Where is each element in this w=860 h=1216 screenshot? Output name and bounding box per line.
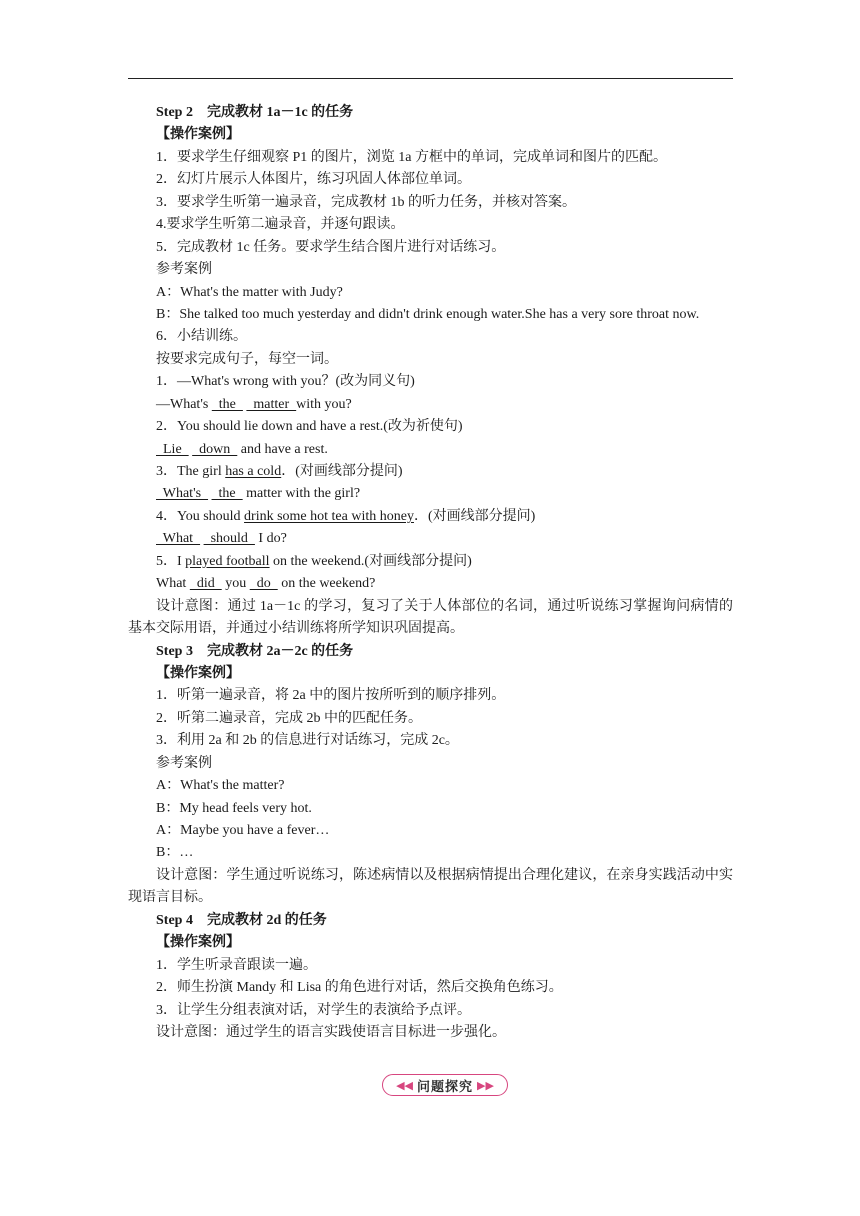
answer-blank: the: [211, 396, 243, 412]
question-text: 4．You should: [156, 508, 245, 524]
step2-intent: 设计意图：通过 1a－1c 的学习，复习了关于人体部位的名词，通过听说练习掌握询问病情的基本交际用语，并通过小结训练将所学知识巩固提高。: [128, 598, 733, 637]
answer-text: —What's: [156, 396, 212, 412]
answer-text: What: [156, 576, 190, 592]
header-rule: [128, 78, 733, 79]
answer-blank: matter: [246, 396, 297, 412]
answer-text: and have a rest.: [237, 441, 328, 457]
double-left-arrow-icon: ◀◀: [396, 1078, 413, 1092]
underlined-phrase: drink some hot tea with honey: [244, 508, 414, 524]
exercise-a4: [128, 528, 733, 550]
step2-item: 4.要求学生听第二遍录音，并逐句跟读。: [156, 217, 405, 233]
step4-item: 1．学生听录音跟读一遍。: [156, 957, 317, 973]
step2-item: 1．要求学生仔细观察 P1 的图片，浏览 1a 方框中的单词，完成单词和图片的匹配。: [156, 149, 667, 165]
answer-text: with you?: [296, 396, 352, 412]
step2-title: Step 2 完成教材 1a－1c 的任务: [156, 105, 354, 120]
step4-item: 2．师生扮演 Mandy 和 Lisa 的角色进行对话，然后交换角色练习。: [156, 980, 563, 996]
step3-dialog-line: A：What's the matter?: [156, 778, 285, 794]
question-text: 3．The girl: [156, 464, 226, 480]
question-text: 5．I: [156, 553, 186, 569]
exercise-q3: [128, 461, 733, 483]
step2-ref-heading: 参考案例: [156, 262, 212, 278]
step2-dialog-a: A：What's the matter with Judy?: [156, 284, 343, 300]
step4-title: Step 4 完成教材 2d 的任务: [156, 912, 327, 928]
exercise-a5: [128, 573, 733, 595]
answer-blank: down: [192, 441, 238, 457]
answer-blank: should: [203, 531, 255, 547]
step2-item6: 6．小结训练。: [156, 329, 247, 345]
double-right-arrow-icon: ▶▶: [477, 1078, 494, 1092]
answer-blank: did: [189, 576, 222, 592]
answer-blank: What: [156, 531, 201, 547]
step3-case-heading: 【操作案例】: [156, 665, 240, 681]
step3-ref-heading: 参考案例: [156, 755, 212, 771]
page-content: [128, 102, 733, 1044]
step2-item: 2．幻灯片展示人体图片，练习巩固人体部位单词。: [156, 172, 471, 188]
exercise-a3: [128, 483, 733, 505]
question-text: ．(对画线部分提问): [413, 508, 536, 524]
step3-dialog-line: A：Maybe you have a fever…: [156, 823, 330, 839]
step3-item: 2．听第二遍录音，完成 2b 中的匹配任务。: [156, 710, 422, 726]
answer-blank: do: [249, 576, 278, 592]
banner-label: 问题探究: [416, 1079, 473, 1095]
exercise-a1: [128, 394, 733, 416]
question-text: on the weekend.(对画线部分提问): [269, 553, 472, 569]
step4-item: 3．让学生分组表演对话，对学生的表演给予点评。: [156, 1002, 471, 1018]
step3-dialog-line: B：…: [156, 845, 194, 861]
exercise-intro: 按要求完成句子，每空一词。: [156, 351, 338, 367]
underlined-phrase: played football: [185, 553, 270, 569]
exercise-q5: [128, 551, 733, 573]
step3-dialog-line: B：My head feels very hot.: [156, 800, 312, 816]
step2-case-heading: 【操作案例】: [156, 127, 240, 143]
step2-dialog-b: B：She talked too much yesterday and didn't drink enough water.She has a very sore throat now.: [156, 306, 700, 322]
answer-text: on the weekend?: [277, 576, 376, 592]
answer-text: matter with the girl?: [242, 486, 361, 502]
answer-blank: What's: [156, 486, 209, 502]
exercise-q1: 1．—What's wrong with you？(改为同义句): [156, 374, 415, 390]
step2-item: 5．完成教材 1c 任务。要求学生结合图片进行对话练习。: [156, 239, 506, 255]
exercise-q2: 2．You should lie down and have a rest.(改为祈使句): [156, 419, 463, 435]
step3-item: 1．听第一遍录音，将 2a 中的图片按所听到的顺序排列。: [156, 688, 506, 704]
step3-intent: 设计意图：学生通过听说练习，陈述病情以及根据病情提出合理化建议，在亲身实践活动中实现语言目标。: [128, 867, 733, 906]
step2-item: 3．要求学生听第一遍录音，完成教材 1b 的听力任务，并核对答案。: [156, 194, 576, 210]
answer-blank: the: [211, 486, 243, 502]
answer-text: I do?: [254, 531, 287, 547]
step4-case-heading: 【操作案例】: [156, 935, 240, 951]
underlined-phrase: has a cold: [225, 464, 282, 480]
question-text: ．(对画线部分提问): [281, 464, 403, 480]
step3-item: 3．利用 2a 和 2b 的信息进行对话练习，完成 2c。: [156, 733, 459, 749]
step4-intent: 设计意图：通过学生的语言实践使语言目标进一步强化。: [156, 1025, 506, 1041]
answer-text: you: [221, 576, 250, 592]
section-banner: [382, 1074, 508, 1096]
exercise-a2: [128, 439, 733, 461]
answer-blank: Lie: [156, 441, 189, 457]
exercise-q4: [128, 506, 733, 528]
step3-title: Step 3 完成教材 2a－2c 的任务: [156, 643, 354, 659]
